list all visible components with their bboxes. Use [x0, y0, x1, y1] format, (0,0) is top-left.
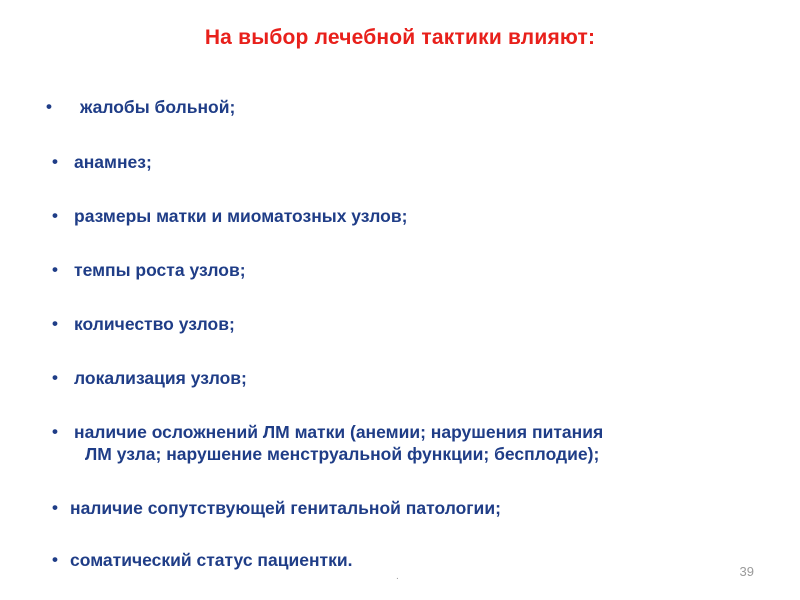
bullet-icon: •	[46, 97, 52, 116]
list-item-text: размеры матки и миоматозных узлов;	[74, 206, 408, 226]
list-item-text: количество узлов;	[74, 314, 235, 334]
list-item-text-line-2: ЛМ узла; нарушение менструальной функции; бесплодие);	[85, 444, 600, 464]
list-item-text: анамнез;	[74, 152, 152, 172]
footer-mark: .	[396, 571, 399, 582]
list-item-text: жалобы больной;	[80, 97, 236, 117]
list-item-text: локализация узлов;	[74, 368, 247, 388]
bullet-icon: •	[52, 314, 58, 333]
list-item-text: темпы роста узлов;	[74, 260, 246, 280]
list-item-text: соматический статус пациентки.	[70, 550, 353, 570]
slide-title: На выбор лечебной тактики влияют:	[204, 26, 596, 49]
list-item-text-line-1: наличие осложнений ЛМ матки (анемии; нарушения питания	[74, 422, 604, 442]
bullet-icon: •	[52, 498, 58, 517]
bullet-icon: •	[52, 260, 58, 279]
bullet-icon: •	[52, 206, 58, 225]
bullet-icon: •	[52, 368, 58, 387]
bullet-icon: •	[52, 422, 58, 441]
bullet-icon: •	[52, 550, 58, 569]
slide-number: 39	[739, 564, 754, 579]
bullet-icon: •	[52, 152, 58, 171]
list-item-text: наличие сопутствующей генитальной патологии;	[70, 498, 501, 518]
